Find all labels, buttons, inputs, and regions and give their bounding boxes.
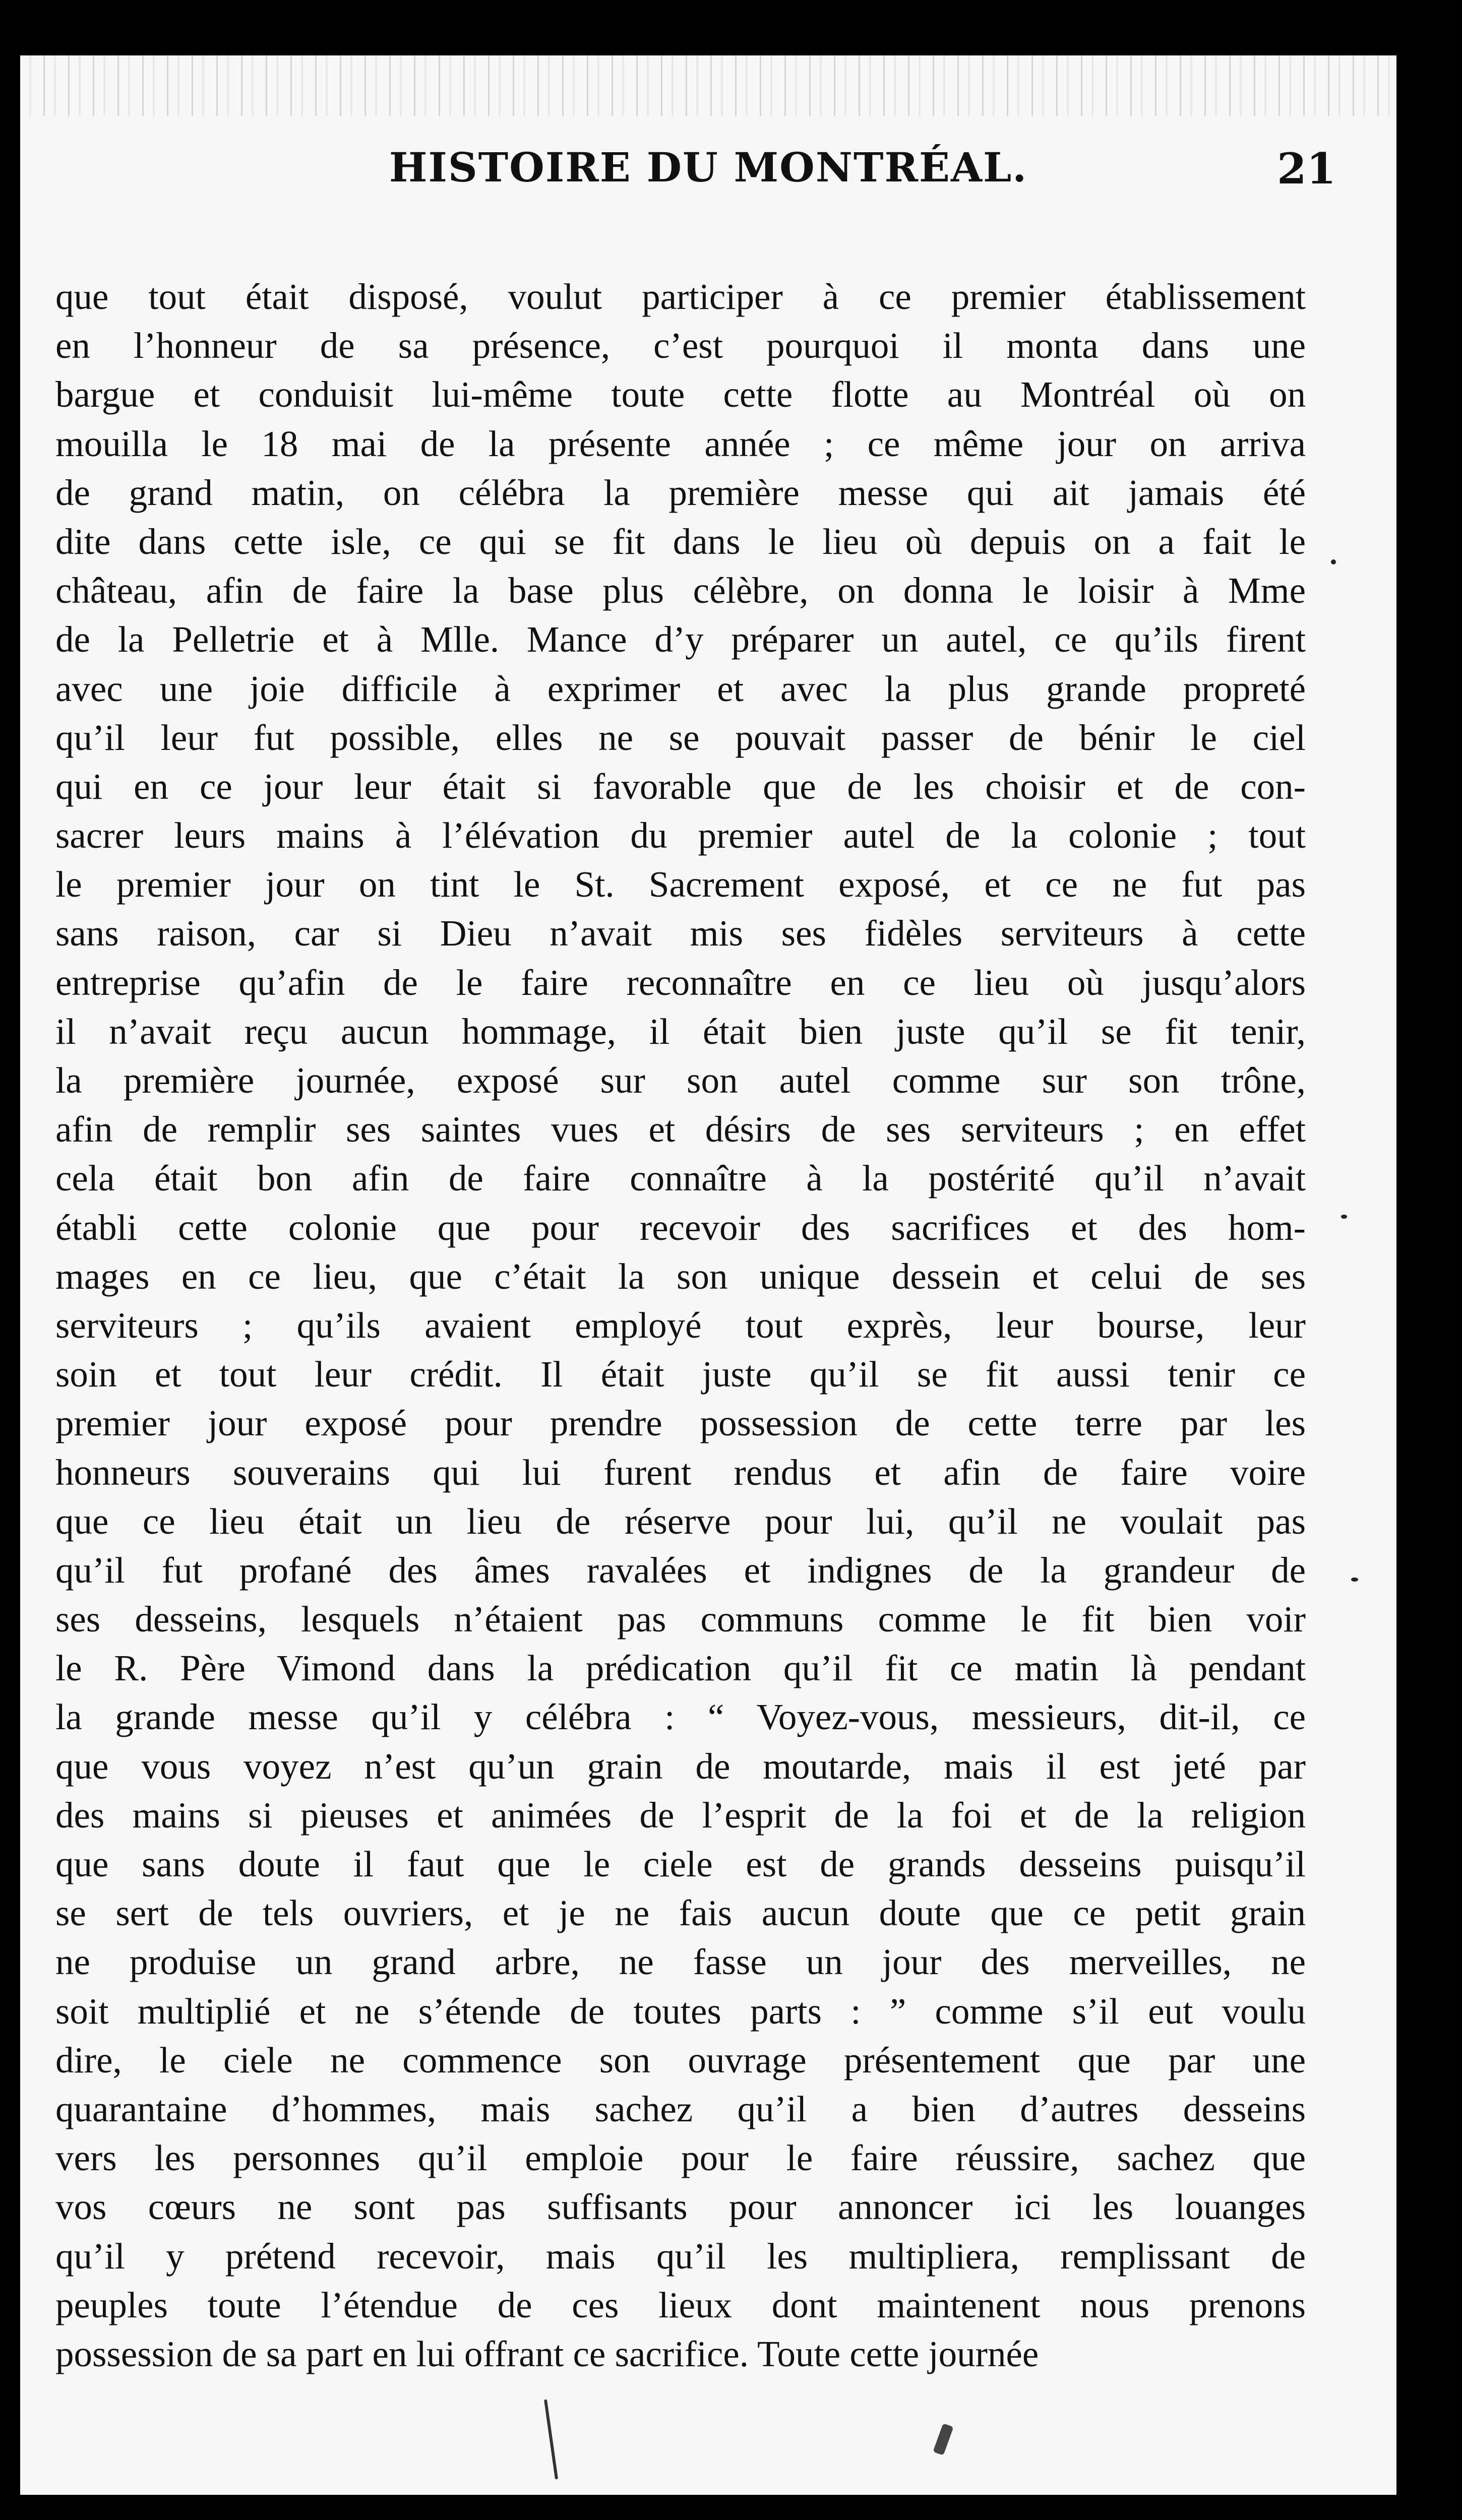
page-number: 21 (1277, 144, 1336, 194)
text-line: qui en ce jour leur était si favorable que de les choisir et de con- (55, 766, 1306, 807)
scan-speck (1331, 559, 1336, 564)
text-line: sans raison, car si Dieu n’avait mis ses fidèles serviteurs à cette (55, 913, 1306, 954)
text-line: vos cœurs ne sont pas suffisants pour annoncer ici les louanges (55, 2186, 1306, 2228)
text-line: honneurs souverains qui lui furent rendus et afin de faire voire (55, 1452, 1306, 1493)
scan-speck (933, 2423, 953, 2455)
text-line: serviteurs ; qu’ils avaient employé tout exprès, leur bourse, leur (55, 1304, 1306, 1346)
text-line: la première journée, exposé sur son autel comme sur son trône, (55, 1060, 1306, 1101)
text-line: il n’avait reçu aucun hommage, il était bien juste qu’il se fit tenir, (55, 1011, 1306, 1052)
text-line: cela était bon afin de faire connaître à la postérité qu’il n’avait (55, 1158, 1306, 1199)
text-line: quarantaine d’hommes, mais sachez qu’il a bien d’autres desseins (55, 2088, 1306, 2129)
text-line: en l’honneur de sa présence, c’est pourquoi il monta dans une (55, 325, 1306, 366)
text-line: soit multiplié et ne s’étende de toutes parts : ” comme s’il eut voulu (55, 1990, 1306, 2032)
scan-speck (1341, 1215, 1347, 1219)
text-line: dite dans cette isle, ce qui se fit dans le lieu où depuis on a fait le (55, 521, 1306, 562)
page-worn-edge (20, 55, 1396, 116)
text-line: premier jour exposé pour prendre possession de cette terre par les (55, 1403, 1306, 1444)
text-line: se sert de tels ouvriers, et je ne fais aucun doute que ce petit grain (55, 1893, 1306, 1934)
text-line: soin et tout leur crédit. Il était juste qu’il se fit aussi tenir ce (55, 1354, 1306, 1395)
text-line: vers les personnes qu’il emploie pour le faire réussire, sachez que (55, 2137, 1306, 2179)
text-line: avec une joie difficile à exprimer et avec la plus grande propreté (55, 668, 1306, 709)
text-line: château, afin de faire la base plus célèbre, on donna le loisir à Mme (55, 570, 1306, 611)
text-line: sacrer leurs mains à l’élévation du premier autel de la colonie ; tout (55, 815, 1306, 856)
text-line: dire, le ciele ne commence son ouvrage présentement que par une (55, 2039, 1306, 2081)
text-line: que ce lieu était un lieu de réserve pour lui, qu’il ne voulait pas (55, 1500, 1306, 1542)
text-line: de la Pelletrie et à Mlle. Mance d’y préparer un autel, ce qu’ils firent (55, 619, 1306, 660)
text-line: que vous voyez n’est qu’un grain de moutarde, mais il est jeté par (55, 1745, 1306, 1787)
page-header (20, 144, 1396, 209)
text-line: le R. Père Vimond dans la prédication qu’il fit ce matin là pendant (55, 1648, 1306, 1689)
scan-speck (1351, 1578, 1358, 1582)
text-line: de grand matin, on célébra la première messe qui ait jamais été (55, 472, 1306, 513)
text-line: ne produise un grand arbre, ne fasse un jour des merveilles, ne (55, 1941, 1306, 1983)
text-line: le premier jour on tint le St. Sacrement exposé, et ce ne fut pas (55, 864, 1306, 905)
text-line: afin de remplir ses saintes vues et désirs de ses serviteurs ; en effet (55, 1109, 1306, 1150)
text-line: peuples toute l’étendue de ces lieux dont maintenent nous prenons (55, 2284, 1306, 2325)
scan-speck (544, 2399, 558, 2479)
text-line: mouilla le 18 mai de la présente année ; ce même jour on arriva (55, 423, 1306, 464)
text-line: qu’il y prétend recevoir, mais qu’il les multipliera, remplissant de (55, 2235, 1306, 2277)
text-line: que sans doute il faut que le ciele est de grands desseins puisqu’il (55, 1844, 1306, 1884)
text-line: des mains si pieuses et animées de l’esprit de la foi et de la religion (55, 1794, 1306, 1836)
book-page (20, 55, 1396, 2495)
text-line: ses desseins, lesquels n’étaient pas communs comme le fit bien voir (55, 1599, 1306, 1640)
text-line: entreprise qu’afin de le faire reconnaître en ce lieu où jusqu’alors (55, 962, 1306, 1003)
text-line: bargue et conduisit lui-même toute cette flotte au Montréal où on (55, 374, 1306, 415)
text-line: que tout était disposé, voulut participer à ce premier établissement (55, 276, 1306, 317)
text-line: mages en ce lieu, que c’était la son unique dessein et celui de ses (55, 1255, 1306, 1297)
text-line: la grande messe qu’il y célébra : “ Voyez-vous, messieurs, dit-il, ce (55, 1696, 1306, 1738)
text-line: possession de sa part en lui offrant ce sacrifice. Toute cette journée (55, 2333, 1039, 2374)
running-title: HISTOIRE DU MONTRÉAL. (389, 144, 1028, 191)
body-text (55, 272, 1306, 2378)
text-line: qu’il leur fut possible, elles ne se pouvait passer de bénir le ciel (55, 717, 1306, 758)
text-line: établi cette colonie que pour recevoir des sacrifices et des hom- (55, 1207, 1306, 1248)
text-line: qu’il fut profané des âmes ravalées et indignes de la grandeur de (55, 1549, 1306, 1591)
